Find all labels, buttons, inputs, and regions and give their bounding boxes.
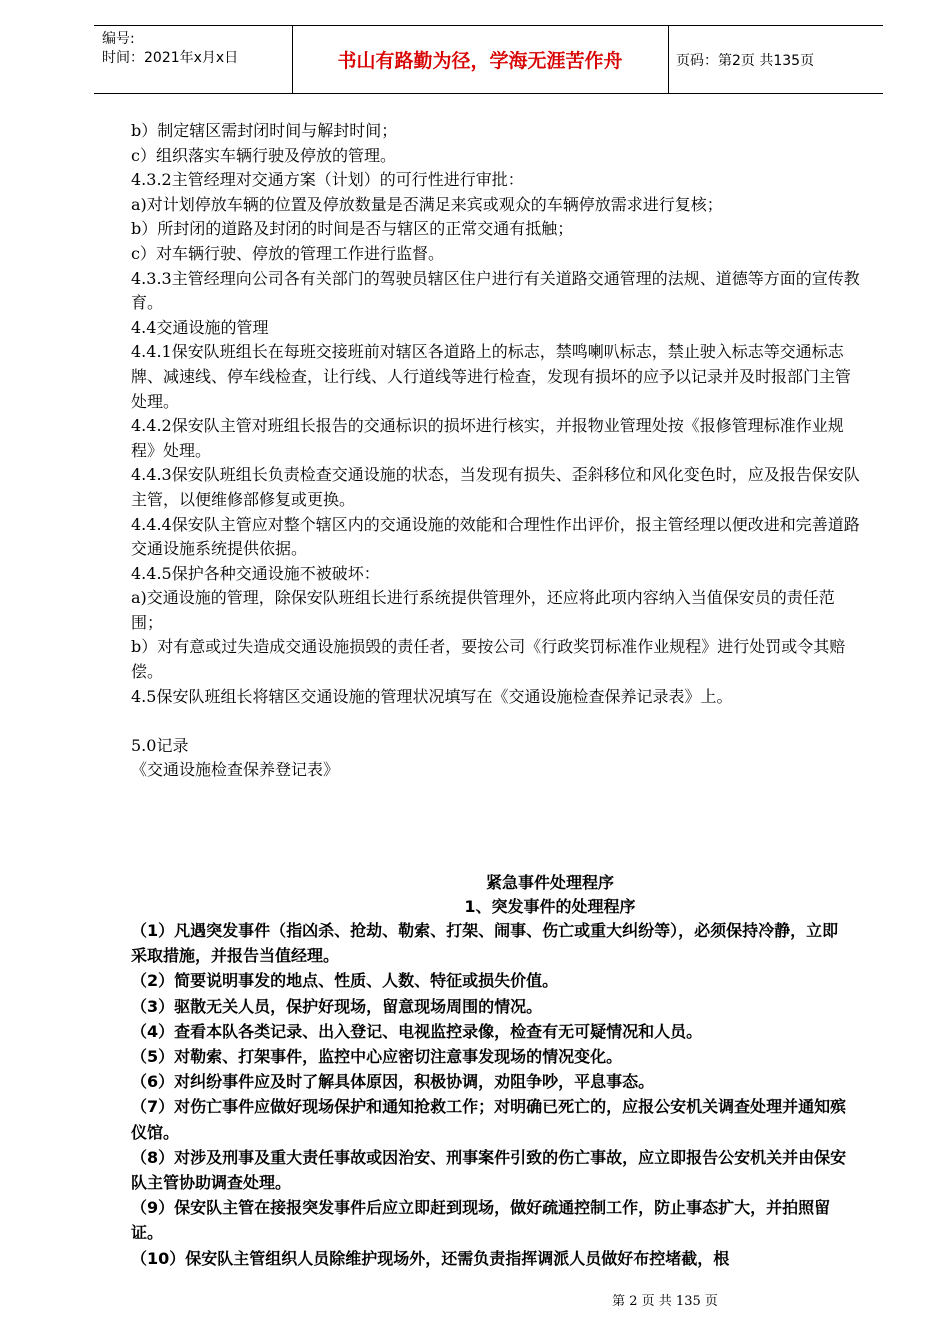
list-item: （10）保安队主管组织人员除维护现场外，还需负责指挥调派人员做好布控堵截，根 [131,1248,730,1268]
header-left-cell [94,26,293,93]
header-motto: 书山有路勤为径，学海无涯苦作舟 [337,50,623,72]
list-item: （8）对涉及刑事及重大责任事故或因治安、刑事案件引致的伤亡事故，应立即报告公安机关并由保安队主管协助调查处理。 [131,1147,847,1193]
spacer [131,709,861,734]
body-paragraph: 4.3.2主管经理对交通方案（计划）的可行性进行审批： [131,170,524,190]
list-item: （5）对勒索、打架事件，监控中心应密切注意事发现场的情况变化。 [131,1047,623,1067]
header-right-cell [668,26,883,93]
body-paragraph: a)对计划停放车辆的位置及停放数量是否满足来宾或观众的车辆停放需求进行复核； [131,194,723,214]
body-text [131,119,861,783]
emergency-subtitle: 1、突发事件的处理程序 [464,897,636,916]
body-paragraph: b）对有意或过失造成交通设施损毁的责任者，要按公司《行政奖罚标准作业规程》进行处罚或令其赔偿。 [131,637,846,682]
body-paragraph: 4.4.1保安队班组长在每班交接班前对辖区各道路上的标志，禁鸣喇叭标志，禁止驶入标志等交通标志牌、减速线、停车线检查，让行线、人行道线等进行检查，发现有损坏的应予以记录并及时报部门主管处理。 [131,342,852,411]
emergency-procedure-list [131,918,853,1271]
list-item: （9）保安队主管在接报突发事件后应立即赶到现场，做好疏通控制工作，防止事态扩大，并拍照留证。 [131,1198,831,1243]
body-paragraph: 4.4.3保安队班组长负责检查交通设施的状态，当发现有损失、歪斜移位和风化变色时，应及报告保安队主管，以便维修部修复或更换。 [131,465,860,509]
list-item: （1）凡遇突发事件（指凶杀、抢劫、勒索、打架、闹事、伤亡或重大纠纷等），必须保持冷静，立即采取措施，并报告当值经理。 [131,921,839,966]
body-paragraph: b）所封闭的道路及封闭的时间是否与辖区的正常交通有抵触； [131,219,574,239]
record-heading: 5.0记录 [131,735,189,755]
document-time-label: 时间：2021年x月x日 [102,50,239,66]
record-item: 《交通设施检查保养登记表》 [131,760,340,780]
section-heading: 4.4交通设施的管理 [131,317,269,337]
body-paragraph: a)交通设施的管理，除保安队班组长进行系统提供管理外，还应将此项内容纳入当值保安员的责任范围； [131,588,835,632]
page-footer: 第 2 页 共 135 页 [612,1294,718,1309]
list-item: （4）查看本队各类记录、出入登记、电视监控录像，检查有无可疑情况和人员。 [131,1021,703,1041]
body-paragraph: 4.4.4保安队主管应对整个辖区内的交通设施的效能和合理性作出评价，报主管经理以便改进和完善道路交通设施系统提供依据。 [131,514,860,559]
document-code-label: 编号: [102,31,135,47]
body-paragraph: 4.4.2保安队主管对班组长报告的交通标识的损坏进行核实，并报物业管理处按《报修管理标准作业规程》处理。 [131,416,844,460]
body-paragraph: c）对车辆行驶、停放的管理工作进行监督。 [131,243,444,263]
page-header [94,25,883,94]
body-paragraph: 4.4.5保护各种交通设施不被破坏： [131,563,380,583]
header-middle-cell [292,26,669,93]
body-paragraph: b）制定辖区需封闭时间与解封时间； [131,121,398,140]
emergency-title: 紧急事件处理程序 [485,873,614,892]
list-item: （7）对伤亡事件应做好现场保护和通知抢救工作；对明确已死亡的，应报公安机关调查处理并通知殡仪馆。 [131,1097,847,1142]
list-item: （2）简要说明事发的地点、性质、人数、特征或损失价值。 [131,971,559,991]
body-paragraph: 4.3.3主管经理向公司各有关部门的驾驶员辖区住户进行有关道路交通管理的法规、道德等方面的宣传教育。 [131,268,860,313]
header-page-number: 页码：第2页 共135页 [676,53,815,69]
list-item: （3）驱散无关人员，保护好现场，留意现场周围的情况。 [131,996,543,1016]
list-item: （6）对纠纷事件应及时了解具体原因，积极协调，劝阻争吵，平息事态。 [131,1072,655,1092]
body-paragraph: 4.5保安队班组长将辖区交通设施的管理状况填写在《交通设施检查保养记录表》上。 [131,686,733,706]
body-paragraph: c）组织落实车辆行驶及停放的管理。 [131,145,396,165]
